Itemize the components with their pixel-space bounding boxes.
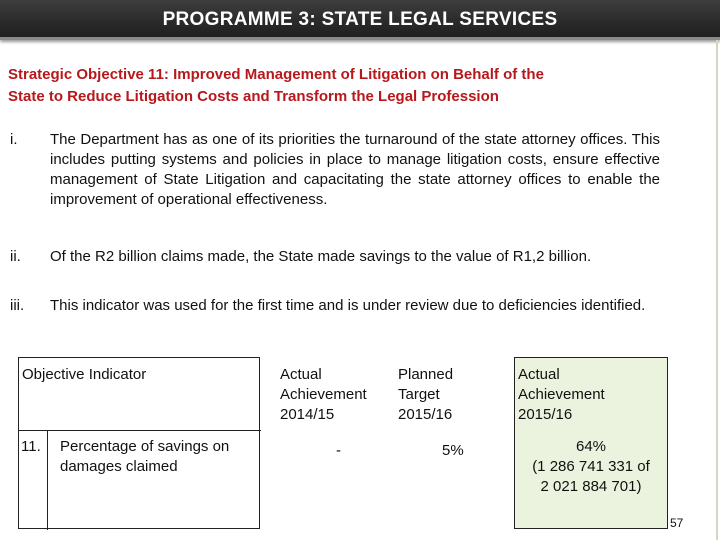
- list-item-number: i.: [10, 131, 18, 148]
- divider: [19, 430, 261, 431]
- title-bar: [0, 0, 720, 40]
- objective-line-2: State to Reduce Litigation Costs and Transform the Legal Profession: [8, 88, 499, 105]
- list-item-text: Of the R2 billion claims made, the State made savings to the value of R1,2 billion.: [50, 248, 592, 265]
- list-item-text: The Department has as one of its priorities the turnaround of the state attorney offices. This includes putting systems and policies in place to manage litigation costs, ensure effective management of State Litigation and capacitating the state attorney offices to enable the improvement of operational effectiveness.: [50, 131, 660, 208]
- header-line: Actual: [280, 366, 322, 383]
- row-number: 11.: [21, 438, 41, 455]
- header-line: 2015/16: [518, 406, 573, 423]
- list-item-number: iii.: [10, 297, 25, 314]
- col-header-planned-2015: [398, 365, 453, 425]
- strategic-objective-heading: [8, 64, 708, 108]
- header-line: 2015/16: [398, 406, 453, 423]
- col-header-actual-2015: [518, 365, 605, 425]
- header-line: Planned: [398, 366, 454, 383]
- header-line: Actual: [518, 366, 560, 383]
- value-line: (1 286 741 331 of: [532, 458, 650, 475]
- value-line: 64%: [575, 438, 607, 455]
- indicator-table: [18, 357, 668, 529]
- header-line: 2014/15: [280, 406, 335, 423]
- objective-line-1: Strategic Objective 11: Improved Management of Litigation on Behalf of the: [8, 66, 544, 83]
- indicator-line: damages claimed: [60, 458, 178, 475]
- row-actual-2015: [514, 437, 668, 497]
- indicator-line: Percentage of savings on: [60, 438, 230, 455]
- header-line: Achievement: [518, 386, 605, 403]
- list-item: [10, 296, 660, 316]
- divider: [47, 430, 48, 530]
- list-item-number: ii.: [10, 248, 21, 265]
- row-actual-2014: -: [336, 442, 341, 459]
- slide-edge: [716, 40, 718, 540]
- header-line: Achievement: [280, 386, 367, 403]
- value-line: 2 021 884 701): [540, 478, 642, 495]
- col-header-actual-2014: [280, 365, 367, 425]
- page-number: 57: [670, 516, 684, 530]
- header-line: Target: [398, 386, 440, 403]
- col-header-indicator: Objective Indicator: [22, 366, 147, 383]
- row-planned-2015: 5%: [442, 442, 464, 459]
- row-indicator: [60, 437, 229, 477]
- list-item-text: This indicator was used for the first time and is under review due to deficiencies identified.: [50, 297, 646, 314]
- list-item: [10, 130, 660, 210]
- list-item: [10, 247, 660, 267]
- page-title: PROGRAMME 3: STATE LEGAL SERVICES: [162, 9, 558, 30]
